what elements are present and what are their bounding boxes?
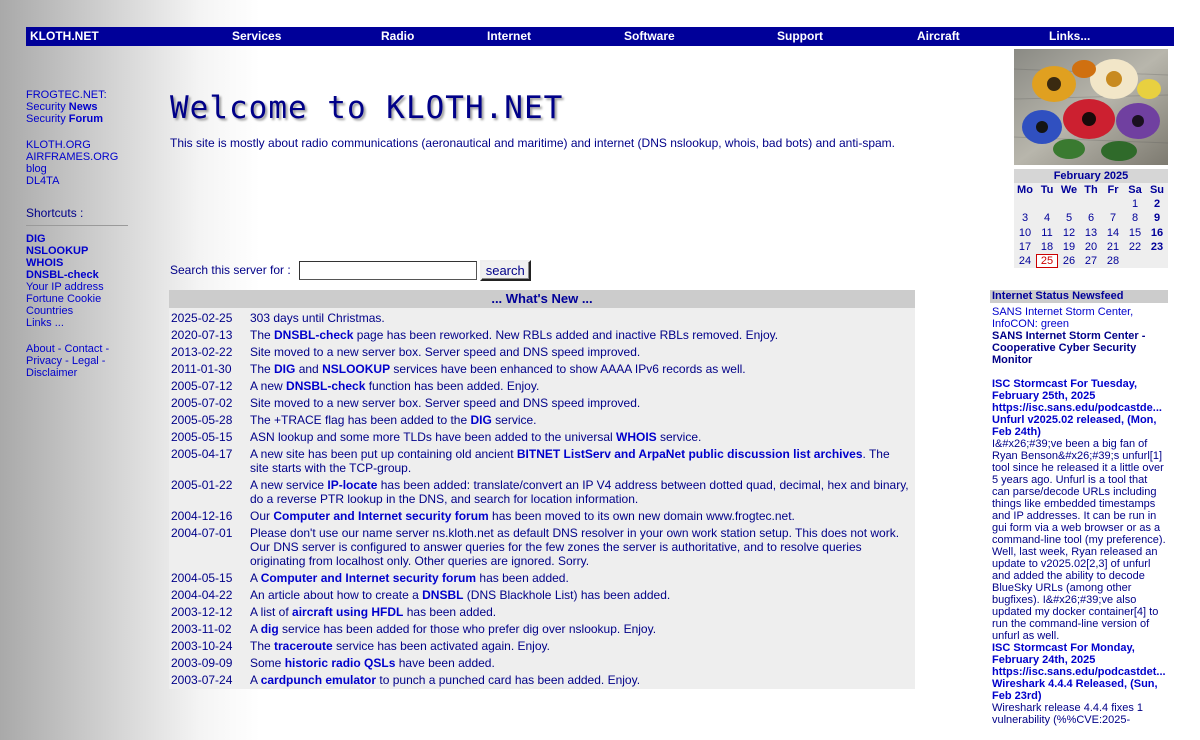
news-date: 2020-07-13 [171, 327, 233, 342]
calendar-day[interactable]: 10 [1018, 226, 1032, 239]
calendar-day[interactable]: 7 [1109, 212, 1117, 225]
calendar-today[interactable]: 25 [1036, 254, 1058, 268]
calendar-day[interactable]: 26 [1062, 254, 1076, 267]
top-nav-bar [26, 27, 1174, 46]
newsfeed-source-heading: SANS Internet Storm Center - Cooperative Cyber Security Monitor [992, 330, 1146, 366]
calendar-day[interactable]: 27 [1084, 254, 1098, 267]
dl4ta-link[interactable]: DL4TA [26, 175, 60, 187]
security-news-bold: News [68, 101, 98, 113]
kloth-org-link[interactable]: KLOTH.ORG [26, 139, 91, 151]
newsfeed-body [990, 303, 1168, 726]
search-button[interactable]: search [480, 260, 531, 281]
news-row [169, 445, 915, 476]
calendar-day[interactable]: 21 [1106, 240, 1120, 253]
calendar-day[interactable]: 9 [1153, 212, 1161, 225]
newsfeed-item-title[interactable]: Unfurl v2025.02 released, (Mon, Feb 24th) [992, 414, 1157, 438]
nav-item-internet[interactable]: Internet [487, 29, 532, 43]
news-row [169, 476, 915, 507]
news-text: ASN lookup and some more TLDs have been added to the universal WHOIS service. [250, 429, 702, 444]
nav-item-aircraft[interactable]: Aircraft [917, 29, 960, 43]
news-link[interactable]: DIG [470, 412, 492, 427]
news-row [169, 377, 915, 394]
news-row [169, 637, 915, 654]
news-text: An article about how to create a DNSBL (DNS Blackhole List) has been added. [250, 587, 671, 602]
about-contact-link[interactable]: About - Contact - [26, 343, 110, 355]
news-text: Site moved to a new server box. Server speed and DNS speed improved. [250, 344, 641, 359]
calendar-day[interactable]: 20 [1084, 240, 1098, 253]
nav-brand[interactable]: KLOTH.NET [30, 29, 99, 43]
news-date: 2004-04-22 [171, 587, 233, 602]
calendar-day[interactable]: 8 [1131, 212, 1139, 225]
newsfeed-items [992, 378, 1166, 726]
calendar-day [1102, 197, 1124, 211]
nav-item-software[interactable]: Software [624, 29, 675, 43]
shortcut-countries[interactable]: Countries [26, 305, 74, 317]
calendar-day[interactable]: 28 [1106, 254, 1120, 267]
airframes-link[interactable]: AIRFRAMES.ORG [26, 151, 119, 163]
news-date: 2011-01-30 [171, 361, 232, 376]
shortcuts-divider [26, 225, 128, 226]
newsfeed-title: Internet Status Newsfeed [990, 290, 1168, 303]
news-date: 2003-09-09 [171, 655, 233, 670]
calendar-day[interactable]: 1 [1131, 198, 1139, 211]
security-news-prefix: Security [26, 101, 69, 113]
security-forum-bold: Forum [68, 113, 104, 125]
news-link[interactable]: cardpunch emulator [260, 672, 377, 687]
calendar-day[interactable]: 14 [1106, 226, 1120, 239]
news-link[interactable]: DNSBL-check [286, 378, 366, 393]
nav-item-support[interactable]: Support [777, 29, 823, 43]
news-row [169, 507, 915, 524]
news-row [169, 360, 915, 377]
blog-link[interactable]: blog [26, 163, 47, 175]
news-text: Please don't use our name server ns.kloth.net as default DNS resolver in your own work station setup. This does not work. Our DNS server is configured to answer queries for the few zones the server is authoritative, and to resolve queries originating from localhost only. Other queries are ignored. Sorry. [250, 525, 900, 568]
news-link[interactable]: IP-locate [327, 477, 378, 492]
calendar-weekday: Fr [1107, 184, 1119, 196]
news-date: 2005-07-02 [171, 395, 233, 410]
news-date: 2004-07-01 [171, 525, 233, 540]
news-link[interactable]: WHOIS [616, 429, 657, 444]
calendar-weekday: Mo [1017, 184, 1033, 196]
news-text: A new service IP-locate has been added: translate/convert an IP V4 address between dotted quad, decimal, hex and binary, do a reverse PTR lookup in the DNS, and search for location information. [250, 477, 909, 506]
calendar-weekday: Su [1149, 184, 1165, 196]
flower-bouquet-image [1014, 49, 1168, 165]
news-date: 2003-10-24 [171, 638, 233, 653]
newsfeed-source-line[interactable]: SANS Internet Storm Center, InfoCON: green [992, 306, 1134, 330]
news-link[interactable]: BITNET ListServ and ArpaNet public discussion list archives [516, 446, 863, 461]
calendar-day[interactable]: 5 [1065, 212, 1073, 225]
news-row [169, 524, 915, 569]
news-date: 2005-05-28 [171, 412, 233, 427]
calendar-day [1014, 197, 1036, 211]
news-row [169, 569, 915, 586]
whats-new-header: ... What's New ... [169, 290, 915, 308]
left-sidebar [26, 89, 130, 393]
newsfeed-item-title[interactable]: ISC Stormcast For Monday, February 24th, 2025 https://isc.sans.edu/podcastdet... [992, 642, 1166, 678]
shortcut-links [26, 233, 130, 329]
newsfeed-panel [990, 290, 1168, 726]
shortcut-nslookup[interactable]: NSLOOKUP [26, 245, 89, 257]
news-row [169, 394, 915, 411]
calendar-day[interactable]: 11 [1041, 226, 1053, 239]
calendar-day[interactable]: 16 [1150, 226, 1164, 239]
nav-item-services[interactable]: Services [232, 29, 282, 43]
news-text: A cardpunch emulator to punch a punched card has been added. Enjoy. [250, 672, 641, 687]
news-text: A Computer and Internet security forum has been added. [250, 570, 569, 585]
news-date: 2004-05-15 [171, 570, 233, 585]
page-title: Welcome to KLOTH.NET [170, 90, 564, 126]
news-date: 2005-04-17 [171, 446, 233, 461]
calendar-day [1080, 197, 1102, 211]
news-link[interactable]: DIG [274, 361, 296, 376]
news-row [169, 428, 915, 445]
shortcut-whois[interactable]: WHOIS [26, 257, 64, 269]
search-input[interactable] [299, 261, 477, 280]
calendar-day [1058, 197, 1080, 211]
news-text: The DIG and NSLOOKUP services have been enhanced to show AAAA IPv6 records as well. [250, 361, 746, 376]
news-link[interactable]: aircraft using HFDL [292, 604, 404, 619]
news-text: A list of aircraft using HFDL has been added. [250, 604, 497, 619]
calendar-day[interactable]: 23 [1150, 240, 1164, 253]
shortcut-fortune-cookie[interactable]: Fortune Cookie [26, 293, 102, 305]
footer-links [26, 343, 130, 379]
news-date: 2005-05-15 [171, 429, 233, 444]
news-text: A new DNSBL-check function has been added. Enjoy. [250, 378, 540, 393]
privacy-legal-link[interactable]: Privacy - Legal - [26, 355, 106, 367]
news-row [169, 620, 915, 637]
frogtec-link[interactable]: FROGTEC.NET: [26, 89, 107, 101]
calendar-day [1124, 254, 1146, 268]
news-row [169, 309, 915, 326]
calendar-weekday: Sa [1128, 184, 1142, 196]
news-text: Site moved to a new server box. Server speed and DNS speed improved. [250, 395, 641, 410]
news-row [169, 326, 915, 343]
calendar-day[interactable]: 6 [1087, 212, 1095, 225]
disclaimer-link[interactable]: Disclaimer [26, 367, 78, 379]
page-subtitle: This site is mostly about radio communications (aeronautical and maritime) and internet (DNS nslookup, whois, bad bots) and anti-spam. [170, 136, 896, 150]
calendar-day[interactable]: 12 [1062, 226, 1076, 239]
nav-item-radio[interactable]: Radio [381, 29, 415, 43]
news-link[interactable]: DNSBL [422, 587, 464, 602]
news-link[interactable]: NSLOOKUP [322, 361, 391, 376]
news-link[interactable]: historic radio QSLs [284, 655, 396, 670]
newsfeed-item-title[interactable]: Wireshark 4.4.4 Released, (Sun, Feb 23rd) [992, 678, 1158, 702]
calendar-day[interactable]: 13 [1084, 226, 1098, 239]
calendar-day [1036, 197, 1058, 211]
news-row [169, 603, 915, 620]
news-date: 2003-12-12 [171, 604, 233, 619]
news-date: 2005-07-12 [171, 378, 233, 393]
news-link[interactable]: DNSBL-check [274, 327, 354, 342]
flower-photo [1014, 49, 1168, 165]
news-link[interactable]: Computer and Internet security forum [273, 508, 489, 523]
news-link[interactable]: dig [260, 621, 279, 636]
news-date: 2013-02-22 [171, 344, 233, 359]
security-forum-prefix: Security [26, 113, 69, 125]
news-date: 2004-12-16 [171, 508, 233, 523]
news-row [169, 411, 915, 428]
whats-new-panel [169, 290, 915, 689]
news-date: 2025-02-25 [171, 310, 233, 325]
frogtec-links [26, 89, 130, 125]
shortcuts-title: Shortcuts : [26, 206, 84, 220]
calendar-day[interactable]: 17 [1018, 240, 1032, 253]
shortcut-dig[interactable]: DIG [26, 233, 46, 245]
shortcut-dnsbl-check[interactable]: DNSBL-check [26, 269, 99, 281]
search-label: Search this server for : [170, 263, 291, 277]
security-news-link[interactable] [26, 101, 130, 113]
calendar-weekday: Tu [1040, 184, 1054, 196]
newsfeed-item-title[interactable]: ISC Stormcast For Tuesday, February 25th, 2025 https://isc.sans.edu/podcastde... [992, 378, 1162, 414]
news-text: 303 days until Christmas. [250, 310, 385, 325]
news-date: 2003-07-24 [171, 672, 233, 687]
site-links [26, 139, 130, 187]
news-row [169, 343, 915, 360]
news-date: 2003-11-02 [171, 621, 232, 636]
calendar-weekday: We [1060, 184, 1078, 196]
calendar-day[interactable]: 3 [1021, 212, 1029, 225]
news-text: The +TRACE flag has been added to the DIG service. [250, 412, 537, 427]
news-text: The traceroute service has been activated again. Enjoy. [250, 638, 550, 653]
news-text: Our Computer and Internet security forum has been moved to its own new domain www.frogtec.net. [250, 508, 795, 523]
whats-new-list [169, 308, 915, 689]
calendar-widget [1014, 169, 1168, 268]
newsfeed-item-desc: I&#x26;#39;ve been a big fan of Ryan Benson&#x26;#39;s unfurl[1] tool since he released it a little over 5 years ago. Unfurl is a tool that can parse/decode URLs including things like embedded timestamps and IP addresses. It can be run in gui form via a web browser or as a command-line tool (my preference). Well, last week, Ryan released an update to v2025.02[2,3] of unfurl and added the ability to decode BlueSky URLs (among other bugfixes). I&#x26;#39;ve also updated my docker container[4] to run the command-line version of unfurl as well. [992, 438, 1166, 642]
calendar-day [1146, 254, 1168, 268]
news-date: 2005-01-22 [171, 477, 233, 492]
news-row [169, 654, 915, 671]
news-link[interactable]: Computer and Internet security forum [260, 570, 477, 585]
calendar-weekday: Th [1084, 184, 1098, 196]
news-link[interactable]: traceroute [274, 638, 333, 653]
calendar-day[interactable]: 19 [1062, 240, 1076, 253]
news-text: The DNSBL-check page has been reworked. New RBLs added and inactive RBLs removed. Enjoy. [250, 327, 779, 342]
calendar-title: February 2025 [1014, 169, 1168, 183]
news-row [169, 671, 915, 688]
calendar-grid [1014, 183, 1168, 268]
calendar-day[interactable]: 2 [1153, 198, 1161, 211]
search-form [170, 259, 531, 281]
security-forum-link[interactable] [26, 113, 130, 125]
nav-item-links[interactable]: Links... [1049, 29, 1091, 43]
calendar-day[interactable]: 22 [1128, 240, 1142, 253]
calendar-day[interactable]: 18 [1040, 240, 1054, 253]
calendar-day[interactable]: 15 [1128, 226, 1142, 239]
news-text: Some historic radio QSLs have been added. [250, 655, 495, 670]
calendar-day[interactable]: 24 [1018, 254, 1032, 267]
calendar-day[interactable]: 4 [1043, 212, 1051, 225]
news-text: A dig service has been added for those who prefer dig over nslookup. Enjoy. [250, 621, 657, 636]
shortcut-links[interactable]: Links ... [26, 317, 64, 329]
news-text: A new site has been put up containing old ancient BITNET ListServ and ArpaNet public discussion list archives. The site starts with the TCP-group. [250, 446, 890, 475]
newsfeed-item-desc: Wireshark release 4.4.4 fixes 1 vulnerability (%%CVE:2025- [992, 702, 1144, 726]
shortcut-your-ip[interactable]: Your IP address [26, 281, 104, 293]
news-row [169, 586, 915, 603]
